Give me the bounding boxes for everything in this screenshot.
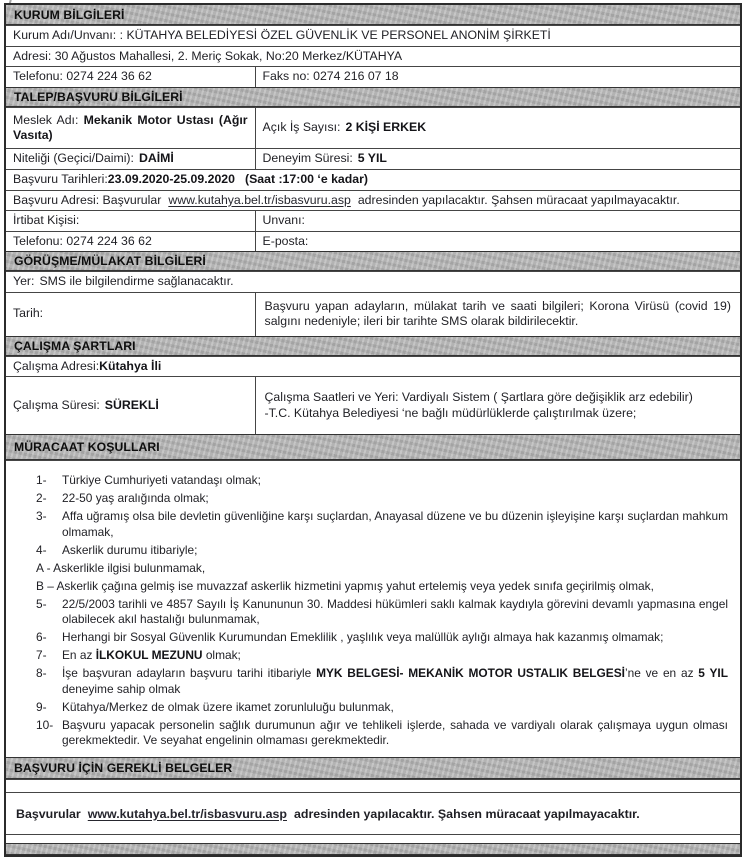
nitelik-cell (6, 149, 256, 169)
calisma-saat-line2: -T.C. Kütahya Belediyesi ‘ne bağlı müdürlüklerde çalıştırılmak üzere; (264, 405, 637, 420)
item-number: 10- (36, 717, 54, 732)
eposta-cell (256, 232, 740, 252)
yer-label: Yer: (13, 274, 35, 288)
basvuru-adresi-suffix: adresinden yapılacaktır. Şahsen müracaat yapılmayacaktır. (357, 192, 680, 207)
section-title: TALEP/BAŞVURU BİLGİLERİ (14, 90, 183, 104)
empty-row (6, 834, 740, 843)
item-text: 22/5/2003 tarihli ve 4857 Sayılı İş Kanununun 30. Maddesi hükümleri saklı kalmak kaydıyla görevini devamlı yapmasına engel olabilecek akıl hastalığı bulunmamak, (62, 596, 728, 627)
row-kurum-adi (6, 25, 740, 46)
calisma-saat-line1: Çalışma Saatleri ve Yeri: Vardiyalı Sistem ( Şartlara göre değişiklik arz edebilir) (264, 390, 693, 404)
item-number: 5- (36, 596, 47, 611)
list-item-8 (36, 666, 730, 697)
row-basvuru-tarihleri (6, 169, 740, 190)
section-header-kurum-bilgileri (6, 5, 740, 25)
section-title: KURUM BİLGİLERİ (14, 7, 125, 22)
unvan-label: Unvanı: (262, 213, 305, 227)
belgeler-suffix: adresinden yapılacaktır. Şahsen müracaat yapılmayacaktır. (293, 806, 640, 821)
list-item-4 (36, 543, 730, 559)
section-title: MÜRACAAT KOŞULLARI (14, 440, 160, 454)
basvuru-tarihleri-value: 23.09.2020-25.09.2020 (107, 172, 235, 186)
talep-telefon-text: Telefonu: 0274 224 36 62 (13, 233, 152, 248)
section-header-gorusme-mulakat (6, 251, 740, 271)
item-text: B – Askerlik çağına gelmiş ise muvazzaf askerlik hizmetini yapmış yahut ertelemiş veya yedek sınıfa geçirilmiş olmak, (36, 578, 654, 593)
section-header-muracaat-kosullari (6, 434, 740, 460)
muracaat-kosullari-list (6, 460, 740, 757)
section-header-calisma-sartlari (6, 336, 740, 356)
section-title: BAŞVURU İÇİN GEREKLİ BELGELER (14, 761, 233, 776)
calisma-adres-value: Kütahya İli (99, 358, 162, 373)
list-item-1 (36, 473, 730, 489)
row-nitelik-deneyim (6, 148, 740, 169)
item-text-bold2: 5 YIL (698, 666, 728, 681)
meslek-value: Mekanik Motor Ustası (Ağır Vasıta) (13, 112, 248, 142)
kurum-telefon (6, 67, 256, 87)
acik-is-cell (256, 108, 740, 148)
basvuru-link[interactable]: www.kutahya.bel.tr/isbasvuru.asp (168, 192, 351, 207)
kurum-faks (256, 67, 740, 87)
deneyim-cell (256, 149, 740, 169)
list-item-4a (36, 561, 730, 577)
item-text: Kütahya/Merkez de olmak üzere ikamet zorunluluğu bulunmak, (62, 699, 394, 714)
item-number: 4- (36, 542, 47, 557)
deneyim-label: Deneyim Süresi: (262, 151, 353, 166)
section-header-gerekli-belgeler (6, 757, 740, 779)
row-gorusme-tarih (6, 292, 740, 336)
nitelik-label: Niteliği (Geçici/Daimi): (13, 151, 134, 166)
row-basvuru-adresi (6, 190, 740, 211)
item-text-pre: İşe başvuran adayların başvuru tarihi itibariyle (62, 666, 317, 681)
item-text: Askerlik durumu itibariyle; (62, 542, 198, 557)
item-text-post: deneyime sahip olmak (62, 681, 181, 696)
bottom-section-bar-cutoff (6, 843, 740, 855)
item-text: 22-50 yaş aralığında olmak; (62, 490, 209, 505)
list-item-3 (36, 509, 730, 540)
basvuru-adresi-prefix: Başvuru Adresi: Başvurular (13, 192, 162, 207)
calisma-sure-label: Çalışma Süresi: (13, 397, 100, 412)
item-text-pre: En az (62, 648, 96, 663)
deneyim-value: 5 YIL (357, 151, 387, 166)
list-item-6 (36, 630, 730, 646)
gorusme-tarih-label-cell (6, 293, 256, 336)
item-number: 1- (36, 473, 47, 487)
item-text-post: olmak; (202, 648, 241, 663)
belgeler-prefix: Başvurular (16, 806, 81, 821)
row-belgeler-basvuru (6, 792, 740, 834)
list-item-7 (36, 648, 730, 664)
row-irtibat-unvan (6, 210, 740, 231)
faks-text: Faks no: 0274 216 07 18 (262, 69, 399, 84)
item-text-bold: MYK BELGESİ- MEKANİK MOTOR USTALIK BELGESİ (316, 666, 625, 681)
item-number: 9- (36, 699, 47, 714)
section-title: ÇALIŞMA ŞARTLARI (14, 338, 136, 353)
kurum-adres-text: Adresi: 30 Ağustos Mahallesi, 2. Meriç Sokak, No:20 Merkez/KÜTAHYA (13, 48, 403, 63)
gorusme-tarih-label: Tarih: (13, 306, 44, 321)
item-text: Başvuru yapacak personelin sağlık durumunun ağır ve tehlikeli işlerde, sahada ve vardiyalı olarak çalışmaya uygun olması gerekmektedir. Ve seyahat engelinin olmaması gerekmektedir. (62, 717, 728, 748)
item-text (62, 648, 730, 664)
row-meslek-acikis (6, 107, 740, 148)
row-telefon-eposta (6, 231, 740, 252)
list-item-10 (36, 718, 730, 749)
telefon-text: Telefonu: 0274 224 36 62 (13, 69, 152, 84)
list-item-2 (36, 491, 730, 507)
unvan-cell (256, 211, 740, 231)
section-title: GÖRÜŞME/MÜLAKAT BİLGİLERİ (14, 254, 206, 268)
irtibat-cell (6, 211, 256, 231)
row-kurum-adres (6, 46, 740, 67)
yer-value: SMS ile bilgilendirme sağlanacaktır. (39, 274, 234, 288)
item-text: Affa uğramış olsa bile devletin güvenliğine karşı suçlardan, Anayasal düzene ve bu düzenin işleyişine karşı suçlardan mahkum olmamak, (62, 508, 728, 539)
calisma-saatleri-cell (256, 377, 740, 434)
item-number: 7- (36, 648, 47, 663)
calisma-sure-value: SÜREKLİ (104, 397, 159, 412)
meslek-label: Meslek Adı: (13, 112, 79, 127)
row-gorusme-yer (6, 271, 740, 292)
item-text: A - Askerlikle ilgisi bulunmamak, (36, 560, 206, 575)
acik-is-label: Açık İş Sayısı: (262, 120, 341, 135)
item-number: 8- (36, 666, 47, 681)
item-number: 2- (36, 490, 47, 505)
talep-telefon-cell (6, 232, 256, 252)
item-text: Türkiye Cumhuriyeti vatandaşı olmak; (62, 473, 261, 487)
item-text: Herhangi bir Sosyal Güvenlik Kurumundan Emeklilik , yaşlılık veya malüllük aylığı almaya hak kazanmış olmamak; (62, 630, 664, 645)
acik-is-value: 2 KİŞİ ERKEK (345, 120, 427, 135)
eposta-label: E-posta: (262, 233, 309, 248)
list-item-5 (36, 597, 730, 628)
item-number: 3- (36, 508, 47, 523)
belgeler-link[interactable]: www.kutahya.bel.tr/isbasvuru.asp (87, 806, 287, 821)
nitelik-value: DAİMİ (138, 151, 174, 166)
basvuru-saat-value: (Saat :17:00 ‘e kadar) (244, 172, 368, 186)
row-calisma-adresi (6, 356, 740, 377)
gorusme-tarih-value: Başvuru yapan adayların, mülakat tarih ve saati bilgileri; Korona Virüsü (covid 19) salgını nedeniyle; ileri bir tarihte SMS olarak bildirilecektir. (264, 298, 731, 328)
irtibat-label: İrtibat Kişisi: (13, 213, 80, 227)
item-number: 6- (36, 630, 47, 645)
section-header-talep-basvuru (6, 87, 740, 107)
list-item-4b (36, 579, 730, 595)
calisma-suresi-cell (6, 377, 256, 434)
job-posting-table (4, 3, 742, 857)
calisma-adres-label: Çalışma Adresi: (13, 358, 100, 373)
meslek-adi-cell (6, 108, 256, 148)
list-item-9 (36, 700, 730, 716)
basvuru-tarihleri-label: Başvuru Tarihleri: (13, 172, 108, 186)
kurum-adi-text: Kurum Adı/Unvanı: : KÜTAHYA BELEDİYESİ ÖZEL GÜVENLİK VE PERSONEL ANONİM ŞİRKETİ (13, 28, 551, 42)
item-text (62, 666, 730, 697)
item-text-bold: İLKOKUL MEZUNU (95, 648, 203, 663)
item-text-mid: ’ne ve en az (624, 666, 699, 681)
row-calisma-suresi (6, 376, 740, 434)
row-telefon-faks (6, 66, 740, 87)
empty-row (6, 779, 740, 792)
gorusme-tarih-value-cell (256, 293, 740, 336)
